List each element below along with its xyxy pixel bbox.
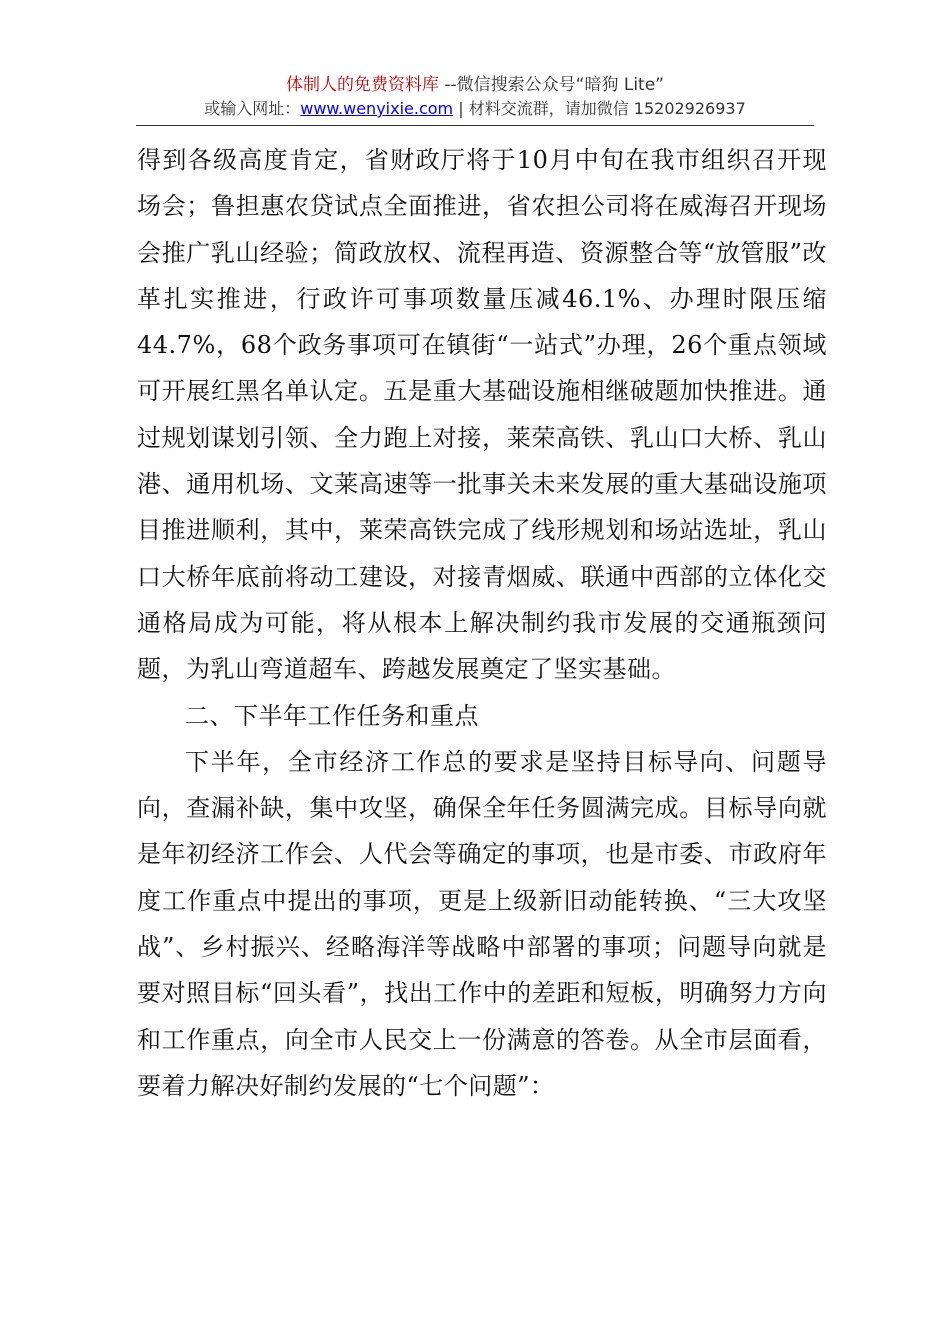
header-line-2 — [0, 98, 950, 120]
document-body — [137, 137, 827, 1109]
section-heading: 二、下半年工作任务和重点 — [185, 701, 479, 730]
header-divider — [136, 125, 814, 126]
header-line-1 — [0, 74, 950, 96]
header-tagline: --微信搜索公众号“暗狗 Lite” — [438, 75, 664, 95]
header-url-link[interactable]: www.wenyixie.com — [300, 99, 454, 118]
page-header — [0, 74, 950, 120]
header-url-prefix: 或输入网址： — [204, 99, 301, 118]
paragraph: 下半年，全市经济工作总的要求是坚持目标导向、问题导向，查漏补缺，集中攻坚，确保全年任务圆满完成。目标导向就是年初经济工作会、人代会等确定的事项，也是市委、市政府年度工作重点中提出的事项，更是上级新旧动能转换、“三大攻坚战”、乡村振兴、经略海洋等战略中部署的事项；问题导向就是要对照目标“回头看”，找出工作中的差距和短板，明确努力方向和工作重点，向全市人民交上一份满意的答卷。从全市层面看，要着力解决好制约发展的“七个问题”： — [137, 747, 827, 1100]
paragraph-continued: 得到各级高度肯定，省财政厅将于10月中旬在我市组织召开现场会；鲁担惠农贷试点全面推进，省农担公司将在威海召开现场会推广乳山经验；简政放权、流程再造、资源整合等“放管服”改革扎实推进，行政许可事项数量压减46.1%、办理时限压缩44.7%，68个政务事项可在镇街“一站式”办理，26个重点领域可开展红黑名单认定。五是重大基础设施相继破题加快推进。通过规划谋划引领、全力跑上对接，莱荣高铁、乳山口大桥、乳山港、通用机场、文莱高速等一批事关未来发展的重大基础设施项目推进顺利，其中，莱荣高铁完成了线形规划和场站选址，乳山口大桥年底前将动工建设，对接青烟威、联通中西部的立体化交通格局成为可能，将从根本上解决制约我市发展的交通瓶颈问题，为乳山弯道超车、跨越发展奠定了坚实基础。 — [137, 146, 827, 684]
header-contact: | 材料交流群，请加微信 15202926937 — [453, 99, 746, 118]
header-brand: 体制人的免费资料库 — [285, 75, 439, 95]
